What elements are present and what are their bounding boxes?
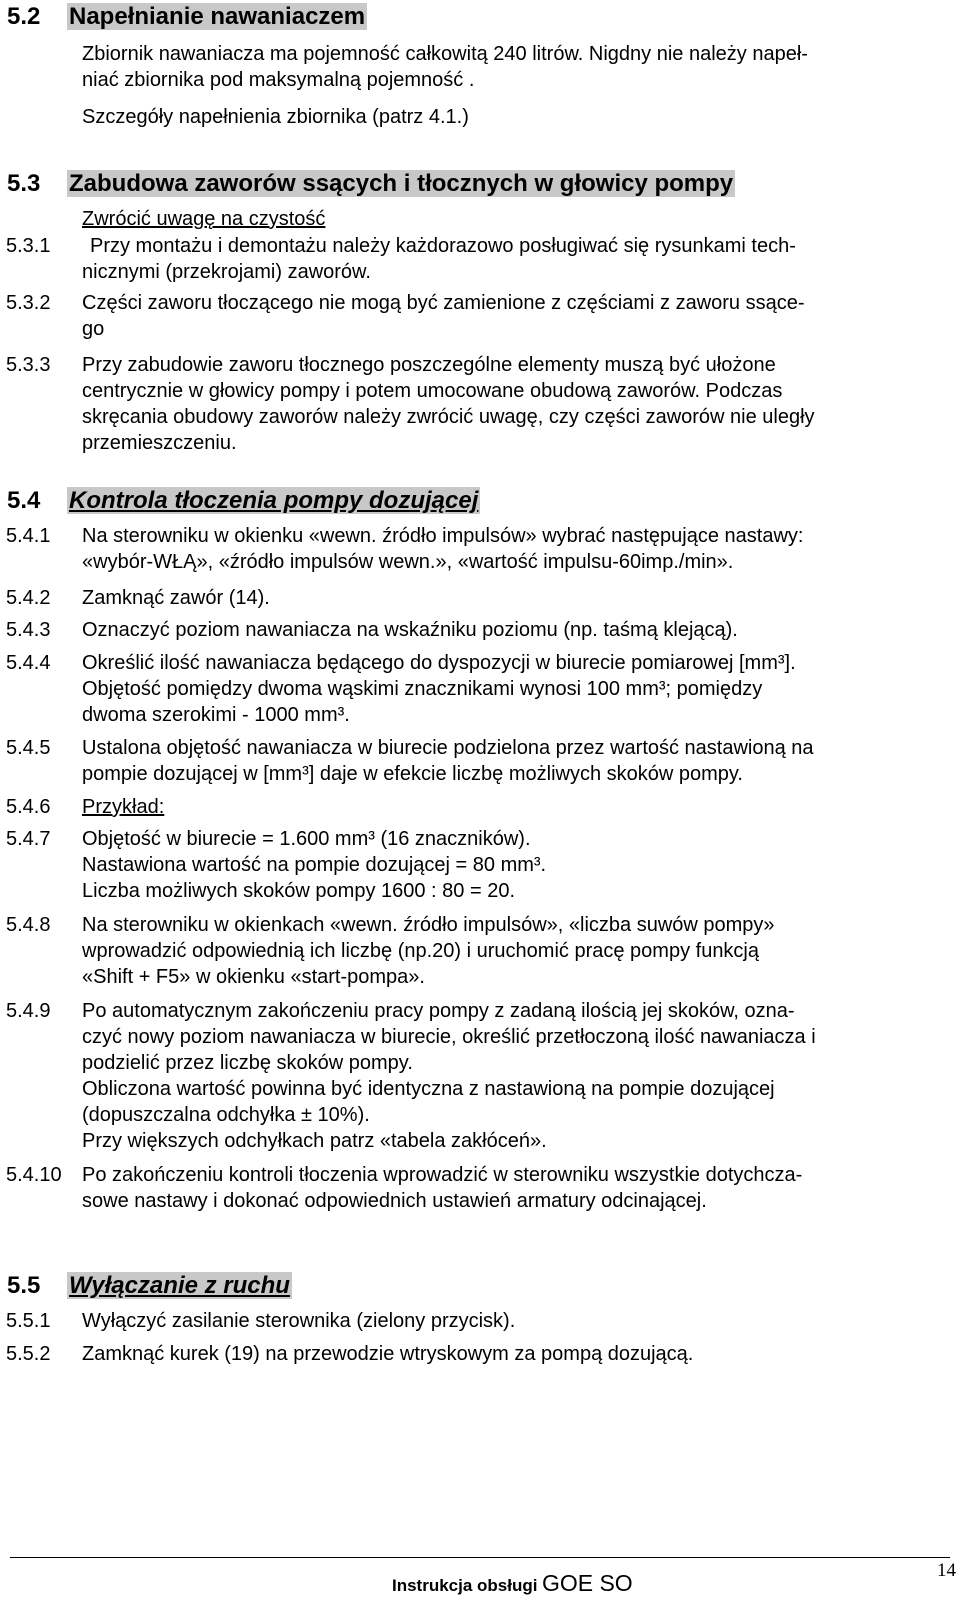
text-line: Liczba możliwych skoków pompy 1600 : 80 = 20. (82, 880, 515, 902)
item-number: 5.3.2 (6, 292, 51, 314)
section-title: Wyłączanie z ruchu (69, 1272, 290, 1299)
item-5-4-3 (6, 617, 738, 643)
item-5-5-2 (6, 1341, 694, 1367)
section-title: Kontrola tłoczenia pompy dozującej (69, 487, 479, 514)
section-heading-5-5 (7, 1272, 292, 1300)
item-number: 5.4.2 (6, 587, 51, 609)
text-line: Przy większych odchyłkach patrz «tabela zakłóceń». (82, 1130, 547, 1152)
text-line: podzielić przez liczbę skoków pompy. (82, 1052, 413, 1074)
item-number: 5.4.6 (6, 796, 51, 818)
section-number: 5.4 (7, 487, 41, 514)
section-heading-5-3 (7, 170, 735, 198)
text-line: «Shift + F5» w okienku «start-pompa». (82, 966, 425, 988)
text-line: czyć nowy poziom nawaniacza w biurecie, określić przetłoczoną ilość nawaniacza i (82, 1026, 816, 1048)
section-title: Napełnianie nawaniaczem (69, 3, 366, 30)
text-line: przemieszczeniu. (82, 432, 237, 454)
text-line: Przykład: (82, 796, 165, 818)
item-number: 5.4.9 (6, 1000, 51, 1022)
section-number: 5.5 (7, 1272, 41, 1299)
text-line: Zbiornik nawaniacza ma pojemność całkowitą 240 litrów. Nigdny nie należy napeł- (82, 43, 808, 65)
item-5-4-9 (6, 998, 816, 1154)
text-line: Przy montażu i demontażu należy każdorazowo posługiwać się rysunkami tech- (90, 235, 796, 257)
text-line: Wyłączyć zasilanie sterownika (zielony przycisk). (82, 1310, 516, 1332)
text-line: niać zbiornika pod maksymalną pojemność . (82, 69, 475, 91)
paragraph-5-2-details (82, 104, 469, 130)
text-line: Zamknąć kurek (19) na przewodzie wtryskowym za pompą dozującą. (82, 1343, 694, 1365)
text-line: wprowadzić odpowiednią ich liczbę (np.20) i uruchomić pracę pompy funkcją (82, 940, 760, 962)
section-heading-5-4 (7, 487, 480, 515)
text-line: sowe nastawy i dokonać odpowiednich ustawień armatury odcinającej. (82, 1190, 707, 1212)
text-line: «wybór-WŁĄ», «źródło impulsów wewn.», «wartość impulsu-60imp./min». (82, 551, 734, 573)
text-line: Określić ilość nawaniacza będącego do dyspozycji w biurecie pomiarowej [mm³]. (82, 652, 796, 674)
text-line: Oznaczyć poziom nawaniacza na wskaźniku poziomu (np. taśmą klejącą). (82, 619, 738, 641)
text-line: Po zakończeniu kontroli tłoczenia wprowadzić w sterowniku wszystkie dotychcza- (82, 1164, 803, 1186)
item-number: 5.4.1 (6, 525, 51, 547)
item-5-5-1 (6, 1308, 516, 1334)
section-number: 5.2 (7, 3, 41, 30)
item-5-4-7 (6, 826, 547, 904)
item-number: 5.5.1 (6, 1310, 51, 1332)
item-number: 5.4.8 (6, 914, 51, 936)
text-line: go (82, 318, 105, 340)
item-number: 5.5.2 (6, 1343, 51, 1365)
item-5-4-10 (6, 1162, 803, 1214)
text-line: centrycznie w głowicy pompy i potem umocowane obudową zaworów. Podczas (82, 380, 783, 402)
item-5-4-1 (6, 523, 804, 575)
text-line: Po automatycznym zakończeniu pracy pompy z zadaną ilością jej skoków, ozna- (82, 1000, 795, 1022)
item-5-4-2 (6, 585, 270, 611)
paragraph-5-3-intro (82, 206, 325, 232)
text-line: Nastawiona wartość na pompie dozującej = 80 mm³. (82, 854, 547, 876)
device-name: GOE SO (541, 1570, 633, 1596)
text-line: pompie dozującej w [mm³] daje w efekcie liczbę możliwych skoków pompy. (82, 763, 743, 785)
text-line: nicznymi (przekrojami) zaworów. (82, 261, 371, 283)
text-line: Ustalona objętość nawaniacza w biurecie podzielona przez wartość nastawioną na (82, 737, 814, 759)
footer-title (392, 1570, 633, 1597)
item-number: 5.4.7 (6, 828, 51, 850)
text-line: Szczegóły napełnienia zbiornika (patrz 4.1.) (82, 106, 469, 128)
text-line: Zwrócić uwagę na czystość (82, 208, 326, 230)
text-line: skręcania obudowy zaworów należy zwrócić uwagę, czy części zaworów nie uległy (82, 406, 815, 428)
item-5-4-8 (6, 912, 775, 990)
text-line: Obliczona wartość powinna być identyczna z nastawioną na pompie dozującej (82, 1078, 775, 1100)
text-line: Zamknąć zawór (14). (82, 587, 270, 609)
manual-label: Instrukcja obsługi (392, 1576, 538, 1595)
item-5-3-2 (6, 290, 805, 342)
item-5-3-1 (6, 233, 796, 285)
item-number: 5.4.10 (6, 1164, 62, 1186)
item-number: 5.3.1 (6, 235, 51, 257)
item-number: 5.4.3 (6, 619, 51, 641)
item-5-4-5 (6, 735, 814, 787)
page-number: 14 (937, 1560, 956, 1581)
footer-divider (10, 1557, 950, 1558)
item-5-4-4 (6, 650, 796, 728)
item-5-3-3 (6, 352, 815, 456)
text-line: dwoma szerokimi - 1000 mm³. (82, 704, 350, 726)
paragraph-5-2-capacity (82, 41, 808, 93)
item-5-4-6 (6, 794, 165, 820)
text-line: Objętość w biurecie = 1.600 mm³ (16 znaczników). (82, 828, 531, 850)
section-title: Zabudowa zaworów ssących i tłocznych w głowicy pompy (69, 170, 734, 197)
text-line: Części zaworu tłoczącego nie mogą być zamienione z częściami z zaworu ssące- (82, 292, 805, 314)
item-number: 5.4.5 (6, 737, 51, 759)
section-number: 5.3 (7, 170, 41, 197)
text-line: Na sterowniku w okienku «wewn. źródło impulsów» wybrać następujące nastawy: (82, 525, 804, 547)
section-heading-5-2 (7, 3, 367, 31)
text-line: Objętość pomiędzy dwoma wąskimi znacznikami wynosi 100 mm³; pomiędzy (82, 678, 763, 700)
item-number: 5.4.4 (6, 652, 51, 674)
text-line: Przy zabudowie zaworu tłocznego poszczególne elementy muszą być ułożone (82, 354, 776, 376)
text-line: (dopuszczalna odchyłka ± 10%). (82, 1104, 370, 1126)
item-number: 5.3.3 (6, 354, 51, 376)
text-line: Na sterowniku w okienkach «wewn. źródło impulsów», «liczba suwów pompy» (82, 914, 775, 936)
